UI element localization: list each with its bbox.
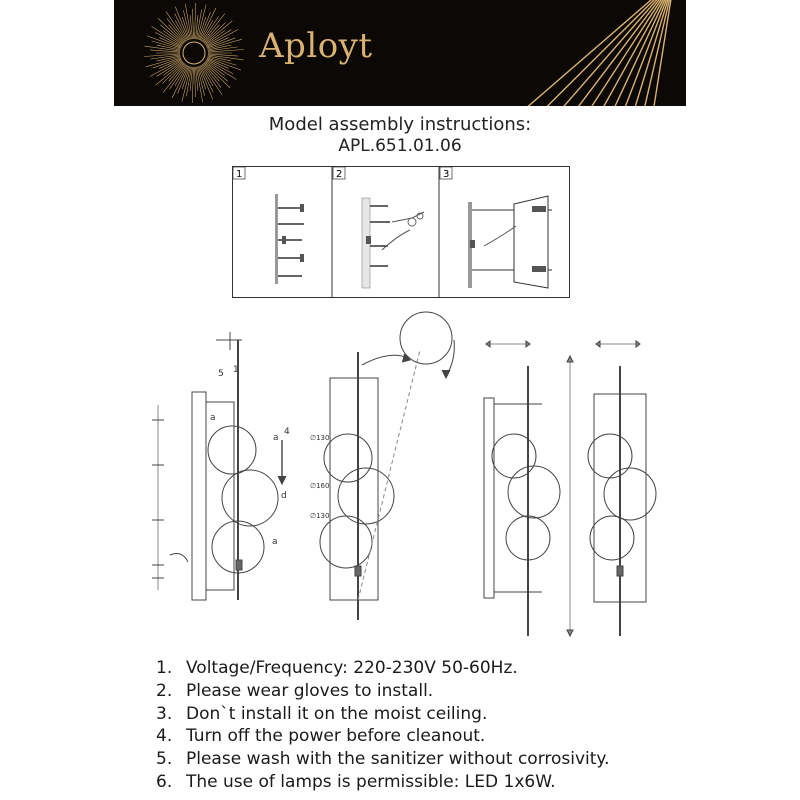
step-number-3: 3 — [443, 169, 450, 180]
note-text: Turn off the power before cleanout. — [186, 726, 486, 747]
label-a-3: a — [272, 537, 278, 547]
label-5: 5 — [218, 369, 224, 379]
label-a-1: a — [210, 413, 216, 423]
side-view-exploded — [152, 332, 290, 600]
list-item — [156, 771, 609, 794]
note-text: The use of lamps is permissible: LED 1x6W. — [186, 771, 556, 792]
note-number: 6. — [156, 771, 173, 792]
list-item — [156, 657, 609, 680]
step-number-2: 2 — [336, 169, 343, 180]
list-item — [156, 748, 609, 771]
product-drawings — [130, 310, 690, 650]
label-d: d — [281, 491, 287, 501]
assembly-steps — [232, 166, 572, 300]
note-text: Don`t install it on the moist ceiling. — [186, 703, 488, 724]
label-1: 1 — [233, 365, 239, 375]
note-text: Please wash with the sanitizer without corrosivity. — [186, 749, 610, 770]
step-number-1: 1 — [236, 169, 243, 180]
diameter-label-2: ∅160 — [310, 482, 330, 490]
front-view-rotation — [310, 312, 454, 620]
note-number: 4. — [156, 726, 173, 747]
document-title: Model assembly instructions: — [268, 114, 532, 135]
front-view-dimensions — [588, 341, 656, 636]
brand-name: Aployt — [259, 26, 373, 66]
label-a-2: a — [273, 433, 279, 443]
note-number: 5. — [156, 749, 173, 770]
note-number: 1. — [156, 658, 173, 678]
sunburst-logo-icon — [114, 0, 686, 106]
note-number: 3. — [156, 703, 173, 724]
diameter-label-3: ∅130 — [310, 512, 330, 520]
brand-banner — [114, 0, 686, 106]
note-text: Voltage/Frequency: 220-230V 50-60Hz. — [186, 658, 518, 678]
diameter-label-1: ∅130 — [310, 434, 330, 442]
label-4: 4 — [284, 427, 290, 437]
note-text: Please wear gloves to install. — [186, 680, 434, 701]
model-code: APL.651.01.06 — [338, 136, 462, 156]
note-number: 2. — [156, 680, 173, 701]
list-item — [156, 725, 609, 748]
side-view-dimensions — [484, 341, 573, 636]
list-item — [156, 703, 609, 726]
safety-notes — [156, 657, 609, 794]
list-item — [156, 680, 609, 703]
